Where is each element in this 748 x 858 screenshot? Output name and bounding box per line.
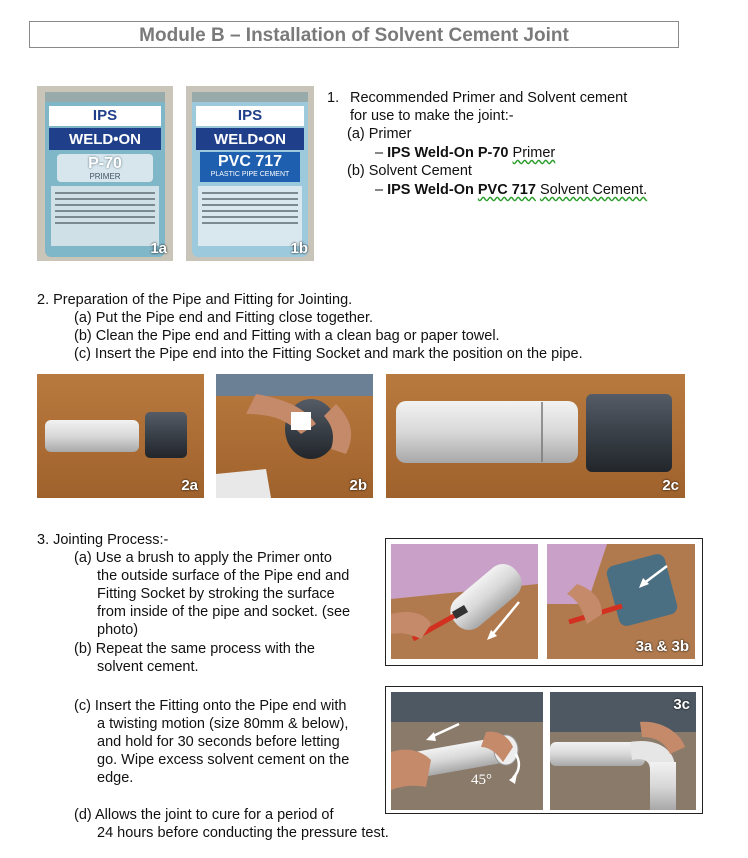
can2-brand: IPS bbox=[237, 107, 263, 124]
photo-label-3ab: 3a & 3b bbox=[635, 638, 689, 655]
s3-d-line1: (d) Allows the joint to cure for a period of bbox=[74, 807, 334, 823]
s3-a-line3: Fitting Socket by stroking the surface bbox=[97, 586, 335, 602]
can2-sub: PLASTIC PIPE CEMENT bbox=[210, 171, 290, 178]
s2-a: (a) Put the Pipe end and Fitting close together. bbox=[74, 310, 374, 326]
photo-label-2c: 2c bbox=[662, 477, 679, 494]
photo-2b bbox=[216, 374, 373, 498]
photo-3a bbox=[391, 544, 538, 659]
photo-frame-3ab bbox=[385, 538, 703, 666]
s3-b-line1: (b) Repeat the same process with the bbox=[74, 641, 315, 657]
photo-label-2b: 2b bbox=[349, 477, 367, 494]
can1-product: WELD•ON bbox=[69, 131, 141, 148]
page-title: Module B – Installation of Solvent Cement Joint bbox=[29, 21, 679, 48]
s1-a-item: – IPS Weld-On P-70 Primer bbox=[375, 145, 556, 161]
photo-3b bbox=[547, 544, 695, 659]
s3-a-line5: photo) bbox=[97, 622, 139, 638]
s3-a-line4: from inside of the pipe and socket. (see bbox=[97, 604, 351, 620]
photo-label-2a: 2a bbox=[181, 477, 198, 494]
s3-c-line4: go. Wipe excess solvent cement on the bbox=[97, 752, 350, 768]
s1-b-label: (b) Solvent Cement bbox=[347, 163, 472, 179]
s2-b: (b) Clean the Pipe end and Fitting with a clean bag or paper towel. bbox=[74, 328, 500, 344]
s3-b-line2: solvent cement. bbox=[97, 659, 199, 675]
s2-c: (c) Insert the Pipe end into the Fitting Socket and mark the position on the pipe. bbox=[74, 346, 583, 362]
photo-frame-3c bbox=[385, 686, 703, 814]
can2-product: WELD•ON bbox=[214, 131, 286, 148]
can1-code: P-70 bbox=[88, 155, 122, 172]
photo-2a bbox=[37, 374, 204, 498]
photo-3c-left bbox=[391, 692, 543, 810]
s3-c-line5: edge. bbox=[97, 770, 134, 786]
cement-can-photo bbox=[186, 86, 314, 261]
s3-d-line2: 24 hours before conducting the pressure test. bbox=[97, 825, 389, 841]
s1-a-label: (a) Primer bbox=[347, 126, 412, 142]
photo-label-1a: 1a bbox=[150, 240, 167, 257]
photo-label-3c: 3c bbox=[673, 696, 690, 713]
can2-code: PVC 717 bbox=[217, 153, 283, 170]
s3-a-line2: the outside surface of the Pipe end and bbox=[97, 568, 350, 584]
can1-sub: PRIMER bbox=[89, 172, 121, 181]
photo-label-1b: 1b bbox=[290, 240, 308, 257]
photo-3c-right bbox=[550, 692, 696, 810]
photo-2c bbox=[386, 374, 685, 498]
s3-heading: 3. Jointing Process:- bbox=[37, 532, 169, 548]
s1-b-item: – IPS Weld-On PVC 717 Solvent Cement. bbox=[375, 182, 648, 198]
s3-a-line1: (a) Use a brush to apply the Primer onto bbox=[74, 550, 332, 566]
s1-line1: Recommended Primer and Solvent cement bbox=[350, 90, 628, 106]
s3-c-line1: (c) Insert the Fitting onto the Pipe end with bbox=[74, 698, 347, 714]
primer-can-photo bbox=[37, 86, 173, 261]
s1-num: 1. bbox=[327, 90, 340, 106]
s2-heading: 2. Preparation of the Pipe and Fitting for Jointing. bbox=[37, 292, 353, 308]
s1-line2: for use to make the joint:- bbox=[350, 108, 514, 124]
s3-c-line2: a twisting motion (size 80mm & below), bbox=[97, 716, 349, 732]
s3-c-line3: and hold for 30 seconds before letting bbox=[97, 734, 340, 750]
can1-brand: IPS bbox=[92, 107, 118, 124]
angle-label: 45° bbox=[471, 772, 492, 788]
